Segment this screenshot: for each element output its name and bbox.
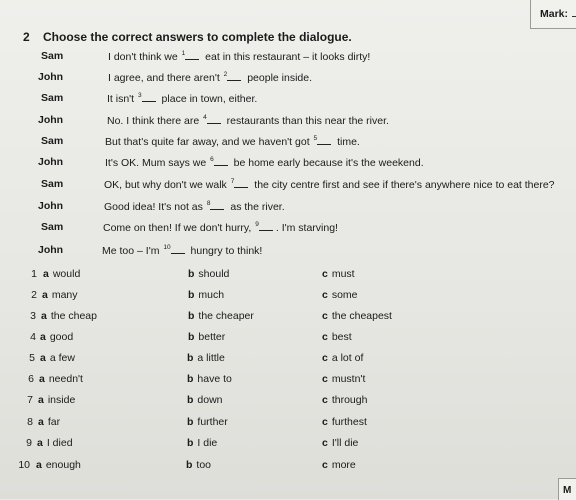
option-text: down xyxy=(197,394,223,406)
option-b[interactable] xyxy=(188,268,229,280)
dialogue-line xyxy=(103,221,338,234)
option-letter: c xyxy=(322,331,328,343)
option-text: good xyxy=(49,331,74,343)
option-a[interactable] xyxy=(43,268,80,280)
option-letter: a xyxy=(42,289,48,301)
answer-gap[interactable] xyxy=(259,221,273,231)
option-a[interactable] xyxy=(36,459,81,471)
option-b[interactable] xyxy=(187,373,232,385)
option-letter: b xyxy=(187,437,194,449)
option-text: the cheapest xyxy=(331,310,392,322)
option-letter: b xyxy=(187,394,194,406)
option-letter: c xyxy=(322,289,328,301)
option-letter: a xyxy=(40,352,46,364)
option-letter: b xyxy=(188,310,195,322)
option-c[interactable] xyxy=(322,394,367,406)
option-letter: c xyxy=(322,437,328,449)
speaker-name: Sam xyxy=(41,135,64,147)
option-number: 8 xyxy=(27,416,33,428)
option-text: furthest xyxy=(331,416,367,428)
gap-number: 2 xyxy=(223,70,228,78)
option-text: further xyxy=(197,416,228,428)
option-number: 9 xyxy=(26,437,32,449)
dialogue-text-after: be home early because it's the weekend. xyxy=(230,157,424,169)
dialogue-text-after: hungry to think! xyxy=(187,245,263,257)
answer-gap[interactable] xyxy=(207,114,221,124)
option-b[interactable] xyxy=(187,437,217,449)
option-letter: b xyxy=(188,289,195,301)
option-number: 1 xyxy=(31,268,37,280)
dialogue-text-before: I don't think we xyxy=(108,51,181,63)
mark-line xyxy=(572,16,576,17)
dialogue-line xyxy=(105,135,360,148)
dialogue-text-after: . I'm starving! xyxy=(275,222,338,234)
answer-gap[interactable] xyxy=(142,92,156,102)
gap-number: 5 xyxy=(313,134,318,142)
answer-gap[interactable] xyxy=(234,178,248,188)
mark-label: Mark: xyxy=(540,8,569,20)
dialogue-text-after: eat in this restaurant – it looks dirty! xyxy=(202,51,371,63)
option-letter: a xyxy=(38,394,44,406)
option-text: would xyxy=(52,268,81,280)
answer-gap[interactable] xyxy=(227,71,241,81)
option-letter: c xyxy=(322,373,328,385)
dialogue-text-before: It isn't xyxy=(107,93,138,105)
option-text: have to xyxy=(197,373,232,385)
option-letter: c xyxy=(322,459,328,471)
speaker-name: Sam xyxy=(41,178,64,190)
option-text: better xyxy=(198,331,226,343)
option-text: I die xyxy=(197,437,218,449)
option-text: inside xyxy=(47,394,76,406)
gap-number: 4 xyxy=(203,113,207,121)
option-text: should xyxy=(198,268,230,280)
dialogue-text-before: Me too – I'm xyxy=(102,245,163,257)
option-a[interactable] xyxy=(38,394,75,406)
option-letter: a xyxy=(41,310,47,322)
option-a[interactable] xyxy=(40,331,73,343)
option-text: far xyxy=(47,416,61,428)
answer-gap[interactable] xyxy=(214,156,228,166)
option-c[interactable] xyxy=(322,268,355,280)
option-b[interactable] xyxy=(187,352,225,364)
gap-number: 1 xyxy=(181,49,186,57)
dialogue-text-after: the city centre first and see if there's anywhere nice to eat there? xyxy=(251,179,555,191)
corner-label: M xyxy=(563,485,572,496)
speaker-name: John xyxy=(38,71,64,83)
option-c[interactable] xyxy=(322,289,358,301)
option-b[interactable] xyxy=(188,289,224,301)
gap-number: 9 xyxy=(255,220,259,228)
option-a[interactable] xyxy=(42,289,78,301)
option-number: 4 xyxy=(30,331,36,343)
option-number: 3 xyxy=(30,310,36,322)
option-text: too xyxy=(196,459,212,471)
dialogue-text-after: as the river. xyxy=(227,201,285,213)
speaker-name: Sam xyxy=(41,221,64,233)
option-letter: c xyxy=(322,310,328,322)
dialogue-text-before: Good idea! It's not as xyxy=(104,201,206,213)
option-letter: c xyxy=(322,352,328,364)
option-number: 5 xyxy=(29,352,35,364)
option-text: more xyxy=(331,459,356,471)
speaker-name: Sam xyxy=(41,50,64,62)
option-letter: b xyxy=(187,352,194,364)
dialogue-line xyxy=(104,200,285,213)
dialogue-line xyxy=(102,244,262,257)
option-a[interactable] xyxy=(41,310,97,322)
option-letter: a xyxy=(36,459,42,471)
option-text: a little xyxy=(197,352,225,364)
dialogue-line xyxy=(108,71,312,84)
speaker-name: John xyxy=(38,244,64,256)
dialogue-text-after: restaurants than this near the river. xyxy=(223,115,389,127)
option-letter: b xyxy=(188,268,195,280)
dialogue-line xyxy=(107,114,389,127)
option-c[interactable] xyxy=(322,416,367,428)
option-c[interactable] xyxy=(322,459,356,471)
option-a[interactable] xyxy=(40,352,75,364)
gap-number: 8 xyxy=(206,199,211,207)
dialogue-text-after: time. xyxy=(334,136,360,148)
speaker-name: Sam xyxy=(41,92,64,104)
option-number: 10 xyxy=(18,459,30,471)
option-text: the cheap xyxy=(50,310,97,322)
option-letter: a xyxy=(39,373,45,385)
option-text: much xyxy=(198,289,225,301)
option-text: mustn't xyxy=(331,373,366,385)
option-letter: b xyxy=(187,416,194,428)
option-number: 6 xyxy=(28,373,34,385)
option-text: some xyxy=(331,289,358,301)
option-text: a few xyxy=(49,352,75,364)
option-number: 7 xyxy=(27,394,33,406)
option-c[interactable] xyxy=(322,352,363,364)
dialogue-text-after: place in town, either. xyxy=(158,93,258,105)
dialogue-line xyxy=(105,156,424,169)
option-letter: b xyxy=(187,373,194,385)
option-text: enough xyxy=(45,459,81,471)
option-letter: c xyxy=(322,394,328,406)
option-letter: b xyxy=(186,459,193,471)
dialogue-line xyxy=(104,178,555,191)
gap-number: 7 xyxy=(230,177,235,185)
dialogue-text-before: But that's quite far away, and we haven't got xyxy=(105,136,313,148)
dialogue-text-before: I agree, and there aren't xyxy=(108,72,223,84)
dialogue-text-before: No. I think there are xyxy=(107,115,203,127)
option-letter: a xyxy=(38,416,44,428)
option-number: 2 xyxy=(31,289,37,301)
option-text: many xyxy=(51,289,78,301)
option-letter: b xyxy=(188,331,195,343)
speaker-name: John xyxy=(38,114,64,126)
question-instruction: Choose the correct answers to complete the dialogue. xyxy=(43,30,352,44)
option-letter: c xyxy=(322,416,328,428)
option-a[interactable] xyxy=(38,416,60,428)
option-a[interactable] xyxy=(37,437,73,449)
dialogue-text-before: Come on then! If we don't hurry, xyxy=(103,222,255,234)
option-letter: a xyxy=(37,437,43,449)
option-b[interactable] xyxy=(188,331,225,343)
answer-gap[interactable] xyxy=(317,135,331,145)
question-number: 2 xyxy=(23,30,30,44)
dialogue-text-before: It's OK. Mum says we xyxy=(105,157,210,169)
option-b[interactable] xyxy=(187,416,228,428)
option-text: must xyxy=(331,268,355,280)
dialogue-text-after: people inside. xyxy=(244,72,313,84)
option-c[interactable] xyxy=(322,310,392,322)
option-letter: a xyxy=(40,331,46,343)
dialogue-line xyxy=(107,92,257,105)
option-text: through xyxy=(331,394,368,406)
option-letter: a xyxy=(43,268,49,280)
answer-gap[interactable] xyxy=(185,50,199,60)
gap-number: 6 xyxy=(210,155,214,163)
option-c[interactable] xyxy=(322,373,365,385)
option-letter: c xyxy=(322,268,328,280)
option-b[interactable] xyxy=(188,310,254,322)
gap-number: 10 xyxy=(163,243,171,251)
speaker-name: John xyxy=(38,156,64,168)
answer-gap[interactable] xyxy=(210,200,224,210)
option-a[interactable] xyxy=(39,373,83,385)
dialogue-line xyxy=(108,50,370,63)
option-text: I died xyxy=(46,437,73,449)
dialogue-text-before: OK, but why don't we walk xyxy=(104,179,230,191)
option-text: the cheaper xyxy=(198,310,254,322)
option-text: needn't xyxy=(48,373,83,385)
option-text: I'll die xyxy=(331,437,359,449)
speaker-name: John xyxy=(38,200,64,212)
option-b[interactable] xyxy=(187,394,223,406)
option-c[interactable] xyxy=(322,437,358,449)
answer-gap[interactable] xyxy=(171,244,185,254)
option-b[interactable] xyxy=(186,459,211,471)
gap-number: 3 xyxy=(138,91,142,99)
option-text: a lot of xyxy=(331,352,364,364)
option-c[interactable] xyxy=(322,331,352,343)
option-text: best xyxy=(331,331,352,343)
